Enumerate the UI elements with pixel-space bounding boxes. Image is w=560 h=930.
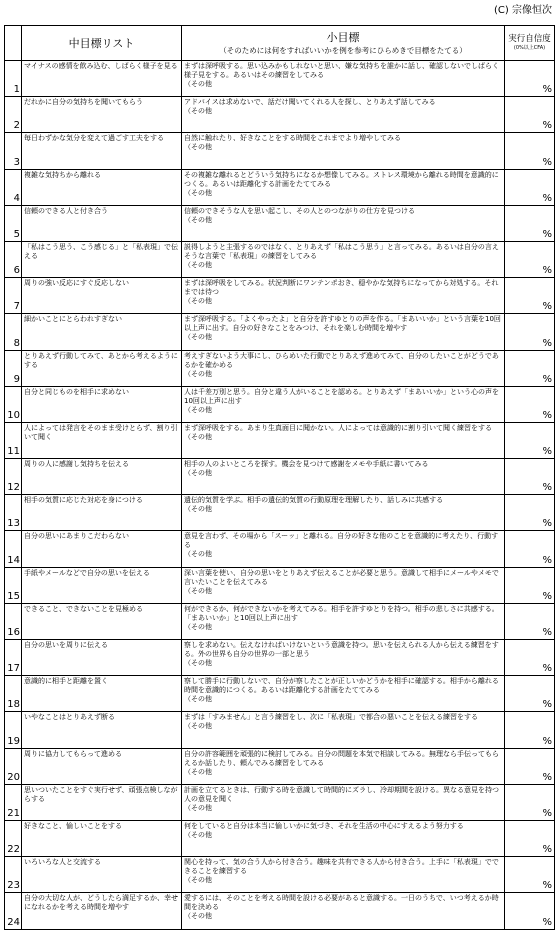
table-row	[5, 712, 555, 748]
other-label: （その他	[184, 586, 212, 595]
small-goal-cell[interactable]	[182, 169, 505, 205]
row-number: 14	[5, 531, 22, 567]
table-row	[5, 386, 555, 422]
table-row	[5, 97, 555, 133]
small-goal-text: 何ができるか、何ができないかを考えてみる。相手を許すゆとりを持つ。相手の悲しさに共感する。「まあいいか」と10回以上声に出す	[184, 604, 499, 622]
mid-goal-text: 自分の思いにあまりこだわらない	[22, 531, 182, 567]
header-confidence-title: 実行自信度	[508, 34, 551, 44]
other-label: （その他	[184, 188, 212, 197]
table-row	[5, 459, 555, 495]
table-row	[5, 205, 555, 241]
table-row	[5, 748, 555, 784]
header-mid-goal: 中目標リスト	[22, 26, 182, 61]
small-goal-text: 考えすぎないよう大事にし、ひらめいた行動でとりあえず進めてみて、自分のしたいことがどうであるかを確かめる	[184, 351, 499, 369]
row-number: 24	[5, 893, 22, 929]
small-goal-cell[interactable]	[182, 386, 505, 422]
confidence-cell[interactable]: %	[505, 640, 555, 676]
row-number: 4	[5, 169, 22, 205]
small-goal-cell[interactable]	[182, 820, 505, 856]
table-header-row	[5, 26, 555, 61]
small-goal-cell[interactable]	[182, 97, 505, 133]
mid-goal-text: 好きなこと、愉しいことをする	[22, 820, 182, 856]
other-label: （その他	[184, 333, 212, 342]
small-goal-cell[interactable]	[182, 531, 505, 567]
table-row	[5, 820, 555, 856]
confidence-cell[interactable]: %	[505, 857, 555, 893]
mid-goal-text: 細かいことにとらわれすぎない	[22, 314, 182, 350]
small-goal-cell[interactable]	[182, 314, 505, 350]
mid-goal-text: 自分の大切な人が、どうしたら満足するか、幸せになれるかを考える時間を増やす	[22, 893, 182, 929]
table-row	[5, 640, 555, 676]
confidence-cell[interactable]: %	[505, 314, 555, 350]
mid-goal-text: 周りの人に感謝し気持ちを伝える	[22, 459, 182, 495]
small-goal-cell[interactable]	[182, 495, 505, 531]
other-label: （その他	[184, 830, 212, 839]
row-number: 22	[5, 820, 22, 856]
mid-goal-text: 相手の気質に応じた対応を身につける	[22, 495, 182, 531]
row-number: 11	[5, 422, 22, 458]
small-goal-text: 計画を立てるときは、行動する時を意識して時間的にズラし、冷却期間を設ける。異なる意見を持つ人の意見を聞く	[184, 785, 499, 803]
table-row	[5, 314, 555, 350]
other-label: （その他	[184, 876, 212, 885]
small-goal-cell[interactable]	[182, 241, 505, 277]
table-row	[5, 133, 555, 169]
confidence-cell[interactable]: %	[505, 61, 555, 97]
row-number: 16	[5, 603, 22, 639]
small-goal-text: 人は千差万別と思う。自分と違う人がいることを認める。とりあえず「まあいいか」という心の声を10回以上声に出す	[184, 387, 499, 405]
confidence-cell[interactable]: %	[505, 784, 555, 820]
mid-goal-text: できること、できないことを見極める	[22, 603, 182, 639]
table-row	[5, 278, 555, 314]
confidence-cell[interactable]: %	[505, 350, 555, 386]
table-row	[5, 893, 555, 929]
row-number: 6	[5, 241, 22, 277]
confidence-cell[interactable]: %	[505, 133, 555, 169]
small-goal-cell[interactable]	[182, 640, 505, 676]
small-goal-text: アドバイスは求めないで、話だけ聞いてくれる人を探し、とりあえず話してみる	[184, 98, 436, 107]
row-number: 18	[5, 676, 22, 712]
header-confidence-subtitle: (0%以上CFA)	[513, 45, 546, 51]
row-number: 12	[5, 459, 22, 495]
small-goal-cell[interactable]	[182, 748, 505, 784]
row-number: 2	[5, 97, 22, 133]
other-label: （その他	[184, 659, 212, 667]
small-goal-text: 遺伝的気質を学ぶ。相手の遺伝的気質の行動原理を理解したり、話しみに共感する	[184, 496, 444, 505]
mid-goal-text: いやなことはとりあえず断る	[22, 712, 182, 748]
goal-table	[4, 25, 555, 930]
confidence-cell[interactable]: %	[505, 422, 555, 458]
small-goal-cell[interactable]	[182, 205, 505, 241]
small-goal-text: まずは「すみません」と言う練習をし、次に「私表現」で都合の悪いことを伝える練習をする	[184, 713, 478, 722]
row-number: 1	[5, 61, 22, 97]
small-goal-cell[interactable]	[182, 567, 505, 603]
small-goal-cell[interactable]	[182, 133, 505, 169]
table-row	[5, 350, 555, 386]
mid-goal-text: マイナスの感情を飲み込む、しばらく様子を見る	[22, 61, 182, 97]
mid-goal-text: 自分の思いを周りに伝える	[22, 640, 182, 676]
row-number: 8	[5, 314, 22, 350]
table-row	[5, 567, 555, 603]
other-label: （その他	[184, 695, 212, 704]
small-goal-cell[interactable]	[182, 422, 505, 458]
other-label: （その他	[184, 143, 212, 152]
other-label: （その他	[184, 505, 212, 514]
small-goal-text: 深い言葉を使い、自分の思いをとりあえず伝えることが必要と思う。意識して相手にメールやメモで言いたいことを伝えてみる	[184, 568, 499, 586]
confidence-cell[interactable]: %	[505, 531, 555, 567]
mid-goal-text: 意識的に相手と距離を置く	[22, 676, 182, 712]
confidence-cell[interactable]: %	[505, 278, 555, 314]
other-label: （その他	[184, 432, 212, 441]
small-goal-text: 信頼のできそうな人を思い起こし、その人とのつながりの仕方を見つける	[184, 206, 415, 215]
other-label: （その他	[184, 622, 212, 631]
small-goal-cell[interactable]	[182, 857, 505, 893]
row-number: 9	[5, 350, 22, 386]
mid-goal-text: 周りに協力してもらって進める	[22, 748, 182, 784]
mid-goal-text: 信頼のできる人と付き合う	[22, 205, 182, 241]
confidence-cell[interactable]: %	[505, 603, 555, 639]
row-number: 5	[5, 205, 22, 241]
small-goal-text: 意見を言わず、その場から「スーッ」と離れる。自分の好きな他のことを意識的に考えたり、行動する	[184, 532, 499, 550]
mid-goal-text: 「私はこう思う、こう感じる」と「私表現」で伝える	[22, 241, 182, 277]
small-goal-text: まず深呼吸する。「よくやったよ」と自分を許すゆとりの声を作る。「まあいいか」という言葉を10回以上声に出す。自分の好きなことをみつけ、それを楽しむ時間を増やす	[184, 315, 501, 333]
row-number: 19	[5, 712, 22, 748]
table-row	[5, 676, 555, 712]
small-goal-text: 何をしていると自分は本当に愉しいかに気づき、それを生活の中心にすえるよう努力する	[184, 821, 464, 830]
other-label: （その他	[184, 215, 212, 224]
table-row	[5, 169, 555, 205]
small-goal-text: 関心を持って、気の合う人から付き合う。趣味を共有できる人から付き合う。上手に「私表現」でできることを練習する	[184, 858, 499, 876]
small-goal-cell[interactable]	[182, 603, 505, 639]
confidence-cell[interactable]: %	[505, 459, 555, 495]
mid-goal-text: 周りの強い反応にすぐ反応しない	[22, 278, 182, 314]
other-label: （その他	[184, 767, 212, 776]
table-row	[5, 857, 555, 893]
small-goal-text: 説得しようと主張するのではなく、とりあえず「私はこう思う」と言ってみる。あるいは自分の言えそうな言葉で「私表現」の練習をしてみる	[184, 242, 499, 260]
other-label: （その他	[184, 722, 212, 731]
mid-goal-text: 自分と同じものを相手に求めない	[22, 386, 182, 422]
table-row	[5, 495, 555, 531]
other-label: （その他	[184, 803, 212, 812]
confidence-cell[interactable]: %	[505, 97, 555, 133]
confidence-cell[interactable]: %	[505, 386, 555, 422]
other-label: （その他	[184, 912, 212, 921]
small-goal-cell[interactable]	[182, 893, 505, 929]
other-label: （その他	[184, 550, 212, 559]
table-row	[5, 241, 555, 277]
confidence-cell[interactable]: %	[505, 893, 555, 929]
small-goal-text: 自分の許容範囲を頑張的に検討してみる。自分の問題を本気で相談してみる。無理なら手伝ってもらえるか話したり、頼んでみる練習をしてみる	[184, 749, 499, 767]
row-number: 13	[5, 495, 22, 531]
small-goal-text: 自然に触れたり、好きなことをする時間をこれまでより増やしてみる	[184, 134, 401, 143]
row-number: 15	[5, 567, 22, 603]
mid-goal-text: 手紙やメールなどで自分の思いを伝える	[22, 567, 182, 603]
goal-table-container	[4, 25, 554, 930]
small-goal-text: まず深呼吸をする。あまり生真面目に聞かない。人によっては意識的に割り引いて聞く練習をする	[184, 423, 492, 432]
small-goal-text: まずは深呼吸する。思い込みかもしれないと思い、嫌な気持ちを誰かに話し、確認しないでしばらく様子見をする。あるいはその練習をしてみる	[184, 62, 499, 79]
row-number: 21	[5, 784, 22, 820]
header-small-goal	[182, 26, 505, 61]
small-goal-cell[interactable]	[182, 712, 505, 748]
small-goal-text: 相手の人のよいところを探す。機会を見つけて感謝をメモや手紙に書いてみる	[184, 460, 429, 469]
small-goal-cell[interactable]	[182, 784, 505, 820]
table-row	[5, 531, 555, 567]
small-goal-text: 愛するには、そのことを考える時間を設ける必要があると意識する。一日のうちで、いつ考えるか時間を決める	[184, 894, 499, 912]
other-label: （その他	[184, 405, 212, 414]
header-number-cell	[5, 26, 22, 61]
small-goal-cell[interactable]	[182, 350, 505, 386]
other-label: （その他	[184, 469, 212, 478]
other-label: （その他	[184, 260, 212, 269]
mid-goal-text: 複雑な気持ちから離れる	[22, 169, 182, 205]
confidence-cell[interactable]: %	[505, 169, 555, 205]
confidence-cell[interactable]: %	[505, 748, 555, 784]
row-number: 20	[5, 748, 22, 784]
row-number: 3	[5, 133, 22, 169]
table-row	[5, 61, 555, 97]
mid-goal-text: いろいろな人と交流する	[22, 857, 182, 893]
mid-goal-text: だれかに自分の気持ちを聞いてもらう	[22, 97, 182, 133]
row-number: 23	[5, 857, 22, 893]
small-goal-cell[interactable]	[182, 676, 505, 712]
table-row	[5, 784, 555, 820]
small-goal-cell[interactable]	[182, 459, 505, 495]
header-small-goal-subtitle: （そのためには何をすればいいかを例を参考にひらめきで目標をたてる）	[219, 45, 467, 55]
table-row	[5, 422, 555, 458]
table-body	[5, 61, 555, 930]
mid-goal-text: 毎日わずかな気分を変えて過ごす工夫をする	[22, 133, 182, 169]
small-goal-text: まずは深呼吸をしてみる。状況判断にワンテンポおき、穏やかな気持ちになってから対処する。それまでは待つ	[184, 279, 499, 297]
copyright-label: (C) 宗像恒次	[494, 5, 552, 16]
header-confidence	[505, 26, 555, 61]
table-row	[5, 603, 555, 639]
other-label: （その他	[184, 107, 212, 116]
other-label: （その他	[184, 297, 212, 306]
header-small-goal-title: 小目標	[326, 30, 360, 44]
mid-goal-text: 思いついたことをすぐ実行せず、頑張点検しながらする	[22, 784, 182, 820]
row-number: 10	[5, 386, 22, 422]
row-number: 7	[5, 278, 22, 314]
small-goal-cell[interactable]	[182, 278, 505, 314]
confidence-cell[interactable]: %	[505, 495, 555, 531]
mid-goal-text: 人によっては発言をそのまま受けとらず、割り引いて聞く	[22, 422, 182, 458]
other-label: （その他	[184, 80, 212, 88]
small-goal-text: その複雑な離れるとどういう気持ちになるか想像してみる。ストレス環境から離れる時間を意識的につくる。あるいは距離化する計画をたててみる	[184, 170, 499, 188]
small-goal-cell[interactable]	[182, 61, 505, 97]
confidence-cell[interactable]: %	[505, 567, 555, 603]
confidence-cell[interactable]: %	[505, 820, 555, 856]
confidence-cell[interactable]: %	[505, 712, 555, 748]
confidence-cell[interactable]: %	[505, 676, 555, 712]
mid-goal-text: とりあえず行動してみて、あとから考えるようにする	[22, 350, 182, 386]
small-goal-text: 察しを求めない。伝えなければいけないという意識を持つ。思いを伝えられる人から伝える練習をする。外の世界も自分の世界の一部と思う	[184, 641, 499, 658]
small-goal-text: 察して勝手に行動しないで、自分が察したことが正しいかどうかを相手に確認する。相手から離れる時間を意識的につくる。あるいは距離化する計画をたててみる	[184, 677, 499, 695]
confidence-cell[interactable]: %	[505, 205, 555, 241]
row-number: 17	[5, 640, 22, 676]
other-label: （その他	[184, 369, 212, 378]
confidence-cell[interactable]: %	[505, 241, 555, 277]
